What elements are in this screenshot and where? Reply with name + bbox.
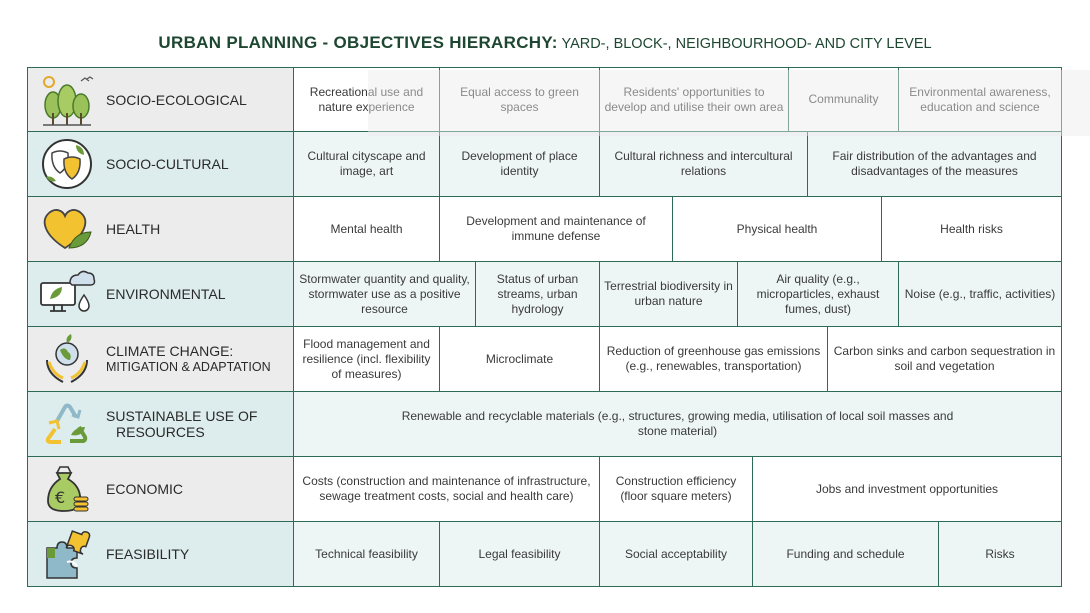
category-health — [28, 197, 294, 261]
objective-cell: Reduction of greenhouse gas emissions (e.g., renewables, transportation) — [600, 327, 828, 391]
monitor-cloud-icon — [28, 269, 106, 319]
objective-cell: Cultural cityscape and image, art — [294, 132, 440, 196]
objective-cell: Communality — [789, 68, 899, 131]
heart-leaf-icon — [28, 204, 106, 254]
category-label: ECONOMIC — [106, 481, 183, 497]
row-socio-cultural — [28, 132, 1061, 197]
category-socio-ecological — [28, 68, 294, 131]
objective-cell: Jobs and investment opportunities — [753, 457, 1061, 521]
objective-cell: Status of urban streams, urban hydrology — [476, 262, 600, 326]
row-socio-ecological — [28, 68, 1061, 132]
objective-cell: Mental health — [294, 197, 440, 261]
objective-cell: Development of place identity — [440, 132, 600, 196]
objective-cell: Flood management and resilience (incl. flexibility of measures) — [294, 327, 440, 391]
objective-cell: Air quality (e.g., microparticles, exhaust fumes, dust) — [738, 262, 899, 326]
globe-hands-icon — [28, 332, 106, 386]
objective-cell: Carbon sinks and carbon sequestration in soil and vegetation — [828, 327, 1061, 391]
row-climate-change — [28, 327, 1061, 392]
row-sustainable-resources — [28, 392, 1061, 457]
objective-cell: Social acceptability — [600, 522, 753, 586]
theater-masks-icon — [28, 137, 106, 191]
objective-cell: Funding and schedule — [753, 522, 939, 586]
objective-cell: Physical health — [673, 197, 882, 261]
objective-cell: Terrestrial biodiversity in urban nature — [600, 262, 738, 326]
objective-cell: Environmental awareness, education and science — [899, 68, 1061, 131]
category-label: SOCIO-ECOLOGICAL — [106, 91, 247, 108]
row-economic — [28, 457, 1061, 522]
category-economic — [28, 457, 294, 521]
svg-text:€: € — [55, 488, 66, 507]
category-climate-change — [28, 327, 294, 391]
objective-cell: Equal access to green spaces — [440, 68, 600, 131]
trees-icon — [28, 73, 106, 127]
objective-cell: Costs (construction and maintenance of infrastructure, sewage treatment costs, social and health care) — [294, 457, 600, 521]
objective-cell: Technical feasibility — [294, 522, 440, 586]
puzzle-icon — [28, 528, 106, 580]
objective-cell: Microclimate — [440, 327, 600, 391]
title-levels: YARD-, BLOCK-, NEIGHBOURHOOD- AND CITY LEVEL — [557, 36, 932, 52]
category-label-sub: RESOURCES — [116, 424, 205, 440]
category-label-sub: MITIGATION & ADAPTATION — [106, 360, 271, 374]
category-feasibility — [28, 522, 294, 586]
category-label-main: SUSTAINABLE USE OF — [106, 408, 258, 424]
category-label-main: CLIMATE CHANGE: — [106, 343, 234, 359]
category-environmental — [28, 262, 294, 326]
objective-cell: Stormwater quantity and quality, stormwater use as a positive resource — [294, 262, 476, 326]
objective-cell: Legal feasibility — [440, 522, 600, 586]
objective-cell: Risks — [939, 522, 1061, 586]
title-main: URBAN PLANNING - OBJECTIVES HIERARCHY: — [158, 33, 558, 52]
objective-cell: Health risks — [882, 197, 1061, 261]
row-feasibility — [28, 522, 1061, 587]
category-label: SOCIO-CULTURAL — [106, 156, 229, 172]
category-label: ENVIRONMENTAL — [106, 286, 226, 302]
category-label: HEALTH — [106, 221, 161, 237]
objective-cell: Cultural richness and intercultural relations — [600, 132, 808, 196]
category-label — [106, 343, 271, 375]
objective-cell: Fair distribution of the advantages and disadvantages of the measures — [808, 132, 1061, 196]
row-health — [28, 197, 1061, 262]
recycle-icon — [28, 399, 106, 449]
page-title — [0, 33, 1090, 53]
objective-cell: Renewable and recyclable materials (e.g., structures, growing media, utilisation of local soil masses and stone material) — [294, 392, 1061, 456]
row-environmental — [28, 262, 1061, 327]
money-bag-icon — [28, 463, 106, 515]
objective-cell: Recreational use and nature experience — [294, 68, 440, 131]
objective-cell: Residents' opportunities to develop and utilise their own area — [600, 68, 789, 131]
objective-cell: Noise (e.g., traffic, activities) — [899, 262, 1061, 326]
category-label — [106, 408, 257, 440]
objectives-table — [27, 67, 1062, 587]
category-socio-cultural — [28, 132, 294, 196]
objective-cell: Development and maintenance of immune defense — [440, 197, 673, 261]
category-sustainable-resources — [28, 392, 294, 456]
category-label: FEASIBILITY — [106, 546, 190, 562]
objective-cell: Construction efficiency (floor square meters) — [600, 457, 753, 521]
